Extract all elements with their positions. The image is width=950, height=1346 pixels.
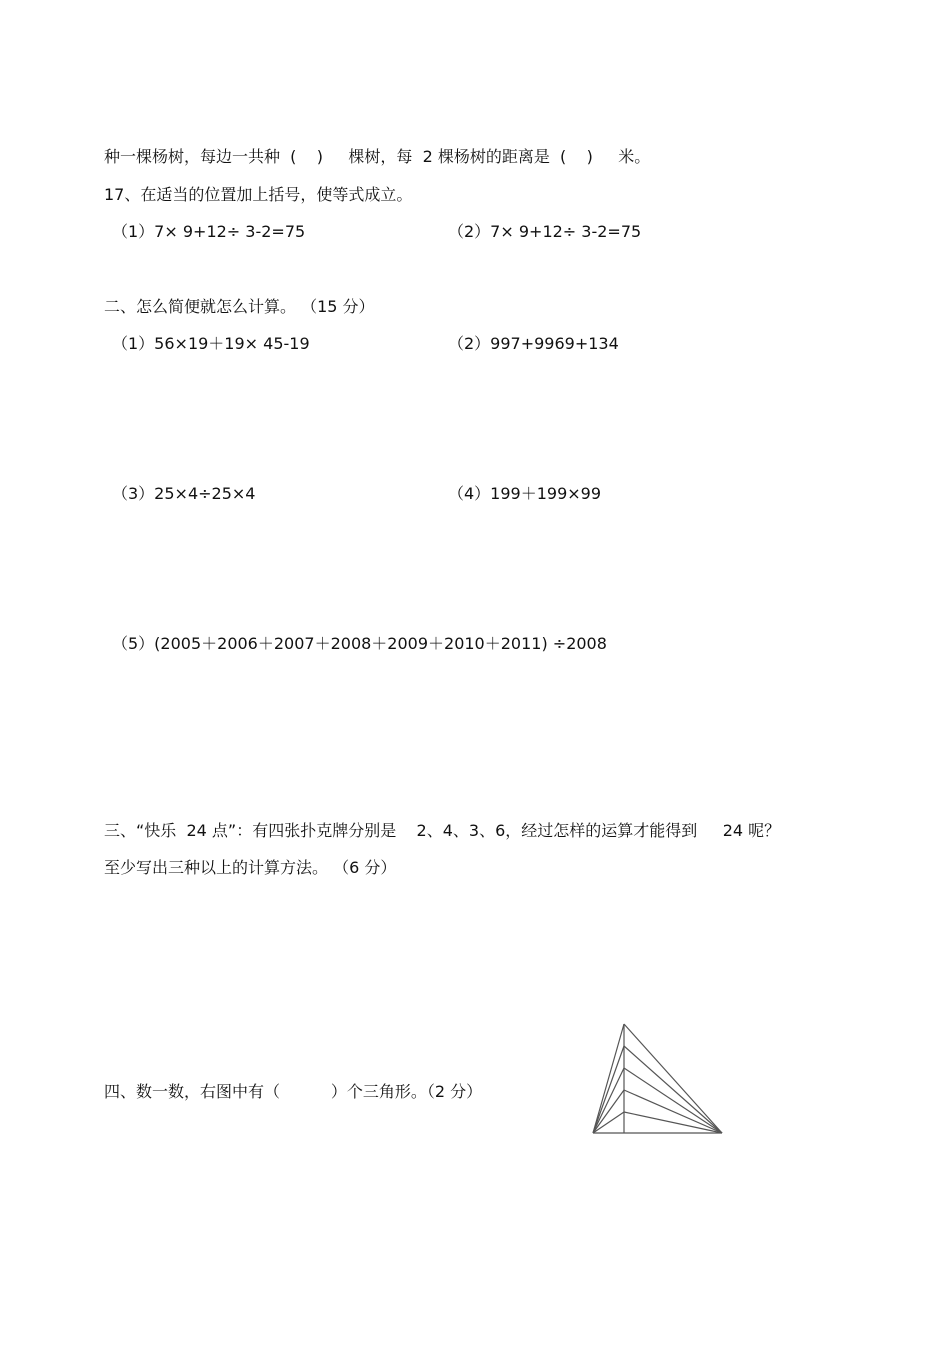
section2-item-1: （1）56×19＋19× 45-19 xyxy=(112,334,310,353)
q17-item-1: （1）7× 9+12÷ 3-2=75 xyxy=(112,222,306,241)
q17-title: 17、在适当的位置加上括号，使等式成立。 xyxy=(104,185,413,204)
figure-fan-line-5 xyxy=(624,1112,722,1133)
triangle-fan-figure xyxy=(590,1020,730,1140)
section2-title: 二、怎么简便就怎么计算。 （15 分） xyxy=(104,297,375,316)
figure-fan-line-1 xyxy=(624,1024,722,1133)
section2-item-5: （5）(2005＋2006＋2007＋2008＋2009＋2010＋2011) ÷2008 xyxy=(112,634,607,653)
section4-text: 四、数一数，右图中有（ ）个三角形。（2 分） xyxy=(104,1082,483,1101)
q17-item-2: （2）7× 9+12÷ 3-2=75 xyxy=(448,222,642,241)
figure-fan-line-2 xyxy=(624,1046,722,1133)
section2-item-3: （3）25×4÷25×4 xyxy=(112,484,256,503)
figure-left-fan-1 xyxy=(593,1046,624,1133)
section3-line-2: 至少写出三种以上的计算方法。 （6 分） xyxy=(104,858,397,877)
figure-left-fan-3 xyxy=(593,1090,624,1133)
q16-continued-line: 种一棵杨树，每边一共种 ( ) 棵树，每 2 棵杨树的距离是 ( ) 米。 xyxy=(104,147,651,166)
section3-line-1: 三、“快乐 24 点”：有四张扑克牌分别是 2、4、3、6，经过怎样的运算才能得到 24 呢？ xyxy=(104,821,781,840)
figure-fan-line-4 xyxy=(624,1090,722,1133)
section2-item-4: （4）199＋199×99 xyxy=(448,484,602,503)
section2-item-2: （2）997+9969+134 xyxy=(448,334,619,353)
